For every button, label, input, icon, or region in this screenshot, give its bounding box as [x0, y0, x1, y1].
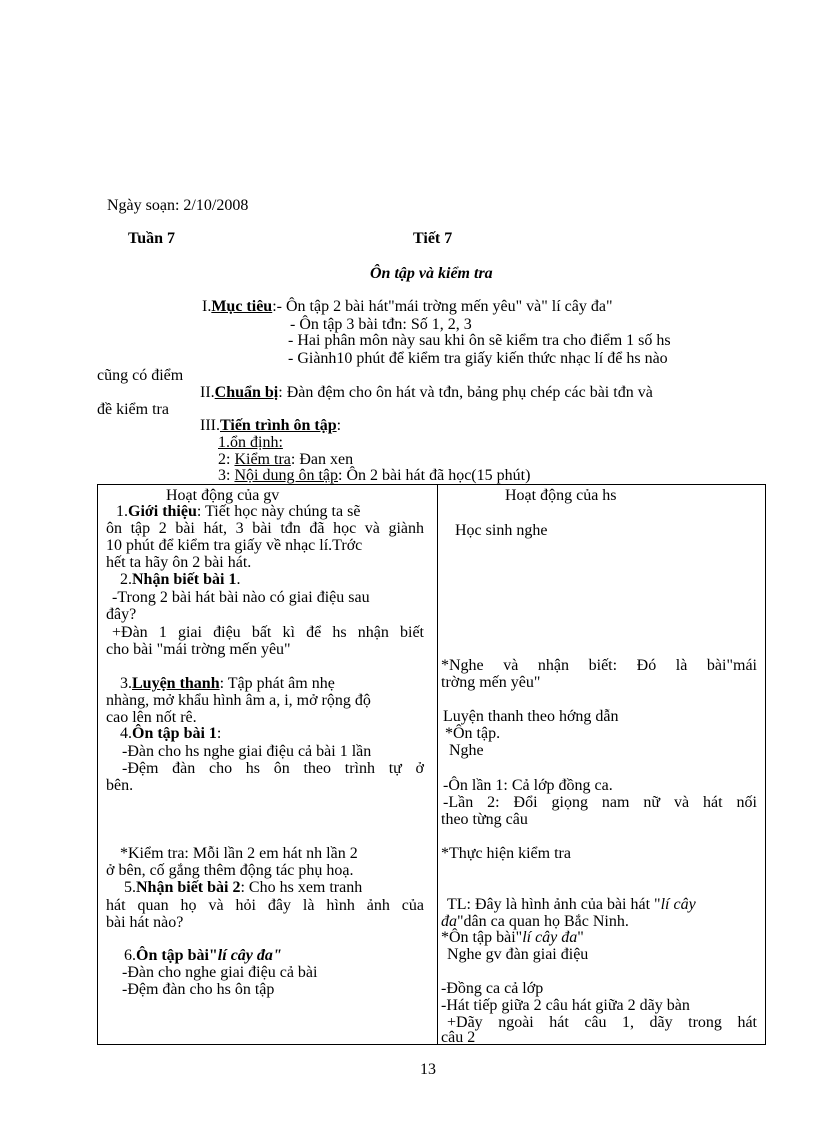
- teacher-column-header: Hoạt động của gv: [166, 487, 280, 504]
- r9-text: TL: Đây là hình ảnh của bài hát ": [447, 896, 661, 913]
- period-label: Tiết 7: [413, 230, 453, 247]
- teacher-s6-heading: [124, 947, 282, 964]
- student-r2-line-2: trờng mến yêu": [441, 674, 541, 691]
- preparation-line-1: [200, 384, 653, 401]
- preparation-prefix: II.: [200, 384, 215, 401]
- objectives-line-5: cũng có điểm: [97, 367, 184, 384]
- teacher-s4-line-3: bên.: [106, 777, 134, 794]
- teacher-s2-line-4: cho bài "mái trờng mến yêu": [106, 641, 291, 658]
- teacher-s4-heading: [120, 725, 221, 742]
- objectives-prefix: I.: [202, 298, 212, 315]
- s1-text: : Tiết học này chúng ta sẽ: [196, 503, 361, 520]
- week-label: Tuần 7: [128, 230, 175, 247]
- teacher-s3-line-3: cao lên nốt rê.: [106, 709, 197, 726]
- objectives-line-3: - Hai phân môn này sau khi ôn sẽ kiểm tra cho điểm 1 số hs: [288, 332, 671, 349]
- s4-head: Ôn tập bài 1: [132, 725, 217, 742]
- objectives-line-4: - Giành10 phút để kiểm tra giấy kiến thức nhạc lí để hs nào: [288, 350, 668, 367]
- step-2-label: Kiểm tra: [234, 451, 291, 468]
- student-r6: -Ôn lần 1: Cả lớp đồng ca.: [443, 777, 613, 794]
- step-2-num: 2:: [218, 451, 235, 468]
- student-r14: +Dãy ngoài hát câu 1, dãy trong hát: [447, 1014, 757, 1031]
- teacher-s1-line-1: [116, 503, 360, 520]
- student-r12: -Đồng ca cả lớp: [441, 980, 544, 997]
- process-colon: :: [336, 417, 342, 434]
- teacher-check-line-2: ở bên, cố gắng thêm động tác phụ hoạ.: [106, 862, 354, 879]
- teacher-s6-line-2: -Đệm đàn cho hs ôn tập: [122, 981, 275, 998]
- s1-num: 1.: [116, 503, 128, 520]
- teacher-s5-line-1: [124, 879, 362, 896]
- step-3-rest: : Ôn 2 bài hát đã học(15 phút): [338, 467, 531, 484]
- process-heading-line: [200, 417, 341, 434]
- table-divider: [437, 485, 438, 1044]
- r10-italic: lí cây đa: [522, 929, 578, 946]
- objectives-text-1: :- Ôn tập 2 bài hát"mái trờng mến yêu" và" lí cây đa": [272, 298, 613, 315]
- step-3-label: Nội dung ôn tập: [234, 467, 338, 484]
- student-r2-line-1: *Nghe và nhận biết: Đó là bài"mái: [441, 657, 757, 674]
- s2-dot: .: [236, 571, 241, 588]
- s6-head: Ôn tập bài": [136, 947, 218, 964]
- s5-num: 5.: [124, 879, 136, 896]
- teacher-s1-line-2: ôn tập 2 bài hát, 3 bài tđn đã học và giành: [106, 520, 424, 537]
- s5-head: Nhận biết bài 2: [136, 879, 241, 896]
- process-step-2: [218, 451, 353, 468]
- student-r3: Luyện thanh theo hớng dẫn: [443, 708, 619, 725]
- lesson-title: Ôn tập và kiểm tra: [370, 265, 493, 282]
- r10-a: *Ôn tập bài": [441, 929, 523, 946]
- teacher-s6-line-1: -Đàn cho nghe giai điệu cả bài: [122, 964, 318, 981]
- student-r11: Nghe gv đàn giai điệu: [447, 946, 589, 963]
- student-r7-line-2: theo từng câu: [441, 811, 528, 828]
- teacher-s4-line-1: -Đàn cho hs nghe giai điệu cả bài 1 lần: [122, 743, 372, 760]
- page-number: 13: [420, 1061, 436, 1078]
- teacher-s2-heading: [120, 571, 240, 588]
- objectives-line-1: [202, 298, 612, 315]
- student-r5: Nghe: [449, 742, 484, 759]
- s6-num: 6.: [124, 947, 136, 964]
- s4-colon: :: [216, 725, 222, 742]
- student-r9-line-2: [441, 913, 629, 930]
- student-r1: Học sinh nghe: [455, 522, 548, 539]
- teacher-s1-line-3: 10 phút để kiểm tra giấy về nhạc lí.Trớc: [106, 537, 363, 554]
- s3-num: 3.: [120, 675, 132, 692]
- r9-l2-text: "dân ca quan họ Bắc Ninh.: [457, 913, 629, 930]
- teacher-s2-line-2: đây?: [106, 606, 137, 623]
- preparation-line-2: đề kiểm tra: [97, 401, 169, 418]
- preparation-text: : Đàn đệm cho ôn hát và tđn, bảng phụ chép các bài tđn và: [278, 384, 653, 401]
- process-prefix: III.: [200, 417, 220, 434]
- teacher-s1-line-4: hết ta hãy ôn 2 bài hát.: [106, 554, 252, 571]
- s3-text: : Tập phát âm nhẹ: [219, 675, 335, 692]
- objectives-line-2: - Ôn tập 3 bài tđn: Số 1, 2, 3: [290, 316, 472, 333]
- process-step-3: [218, 467, 530, 484]
- teacher-s5-line-2: hát quan họ và hỏi đây là hình ảnh của: [106, 897, 424, 914]
- r10-b: ": [577, 929, 584, 946]
- preparation-heading: Chuẩn bị: [214, 384, 279, 401]
- s6-head-italic: lí cây đa": [217, 947, 282, 964]
- teacher-check-line-1: *Kiểm tra: Mỗi lần 2 em hát nh lần 2: [120, 845, 358, 862]
- student-r9-line-1: [447, 896, 696, 913]
- s2-head: Nhận biết bài 1: [132, 571, 237, 588]
- s2-num: 2.: [120, 571, 132, 588]
- teacher-s3-line-2: nhàng, mở khẩu hình âm a, i, mở rộng độ: [106, 692, 371, 709]
- r9-italic: lí cây: [660, 896, 696, 913]
- teacher-s5-line-3: bài hát nào?: [106, 914, 184, 931]
- process-step-1: 1.ổn định:: [218, 434, 283, 451]
- step-3-num: 3:: [218, 467, 235, 484]
- student-r15: câu 2: [441, 1029, 476, 1046]
- s5-text: : Cho hs xem tranh: [240, 879, 363, 896]
- student-r7-line-1: -Lần 2: Đổi giọng nam nữ và hát nối: [443, 794, 757, 811]
- r9-l2-italic: đa: [441, 913, 457, 930]
- teacher-s2-line-3: +Đàn 1 giai điệu bất kì để hs nhận biết: [112, 624, 424, 641]
- process-heading: Tiến trình ôn tập: [219, 417, 337, 434]
- teacher-s3-line-1: [120, 675, 335, 692]
- s4-num: 4.: [120, 725, 132, 742]
- teacher-s2-line-1: -Trong 2 bài hát bài nào có giai điệu sau: [112, 589, 370, 606]
- date-prepared: Ngày soạn: 2/10/2008: [107, 197, 249, 214]
- student-r13: -Hát tiếp giữa 2 câu hát giữa 2 dãy bàn: [441, 997, 690, 1014]
- s1-head: Giới thiệu: [128, 503, 197, 520]
- student-column-header: Hoạt động của hs: [505, 487, 617, 504]
- student-r8: *Thực hiện kiểm tra: [441, 845, 571, 862]
- teacher-s4-line-2: -Đệm đàn cho hs ôn theo trình tự ở: [122, 760, 424, 777]
- objectives-heading: Mục tiêu: [211, 298, 273, 315]
- step-2-rest: : Đan xen: [290, 451, 354, 468]
- student-r10: [441, 929, 584, 946]
- s3-head: Luyện thanh: [132, 675, 220, 692]
- student-r4: *Ôn tập.: [445, 725, 501, 742]
- activity-table: [97, 484, 766, 1045]
